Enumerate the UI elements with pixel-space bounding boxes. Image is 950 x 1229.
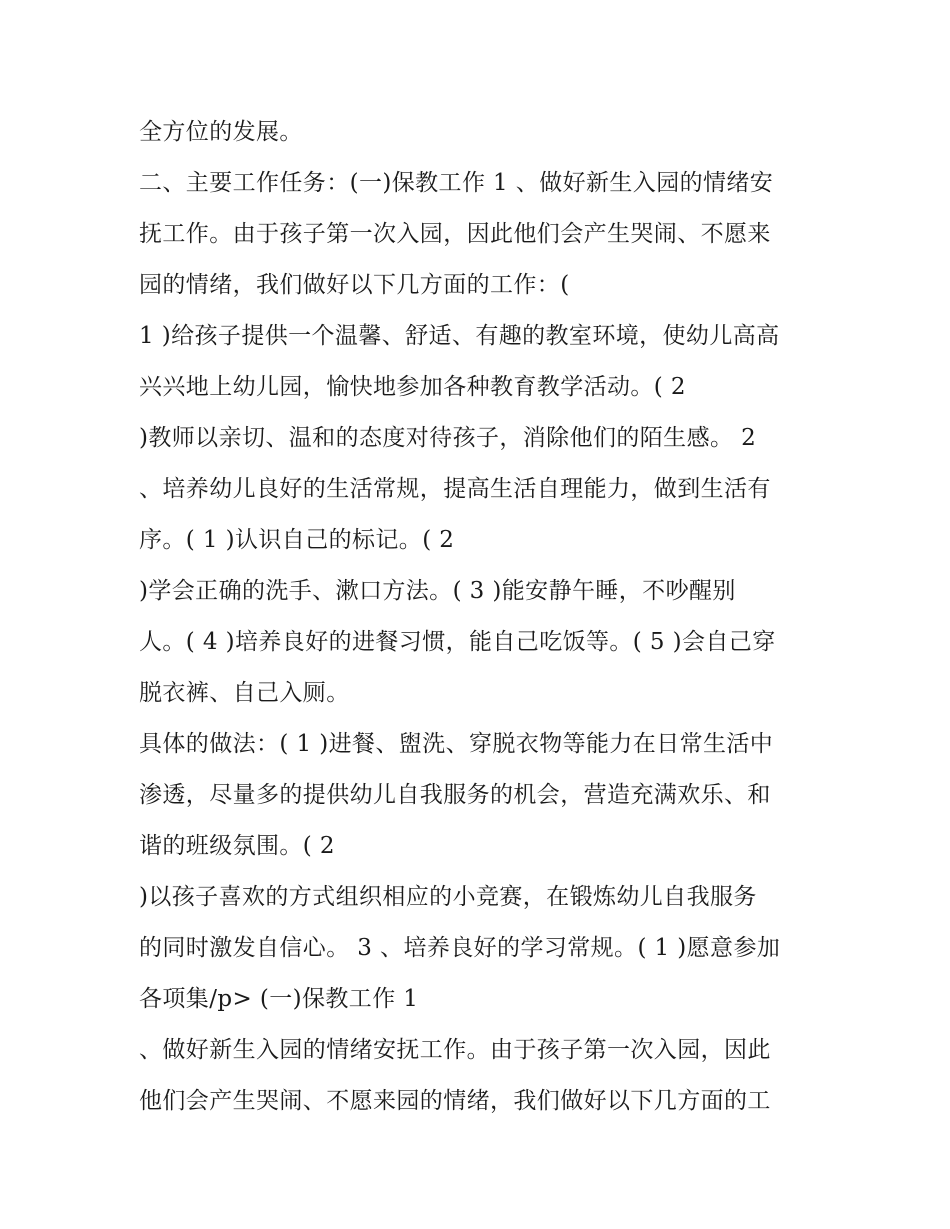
text-line: 的同时激发自信心。 3 、培养良好的学习常规。( 1 )愿意参加 (139, 935, 781, 961)
text-line: )教师以亲切、温和的态度对待孩子，消除他们的陌生感。 2 (139, 425, 757, 451)
text-line: 人。( 4 )培养良好的进餐习惯，能自己吃饭等。( 5 )会自己穿 (139, 629, 776, 655)
text-line: 他们会产生哭闹、不愿来园的情绪，我们做好以下几方面的工 (139, 1088, 771, 1114)
text-line: 、做好新生入园的情绪安抚工作。由于孩子第一次入园，因此 (139, 1037, 771, 1063)
text-line: 具体的做法：( 1 )进餐、盥洗、穿脱衣物等能力在日常生活中 (139, 731, 774, 757)
text-line: 渗透，尽量多的提供幼儿自我服务的机会，营造充满欢乐、和 (139, 782, 771, 808)
text-line: 园的情绪，我们做好以下几方面的工作：( (139, 272, 570, 298)
text-line: 序。( 1 )认识自己的标记。( 2 (139, 527, 455, 553)
text-line: )以孩子喜欢的方式组织相应的小竞赛，在锻炼幼儿自我服务 (139, 884, 757, 910)
text-line: 兴兴地上幼儿园，愉快地参加各种教育教学活动。( 2 (139, 374, 686, 400)
text-line: 各项集/p> (一)保教工作 1 (139, 986, 419, 1012)
text-line: 抚工作。由于孩子第一次入园，因此他们会产生哭闹、不愿来 (139, 221, 771, 247)
document-body (139, 107, 819, 1127)
text-line: 脱衣裤、自己入厕。 (139, 680, 350, 706)
text-line: 二、主要工作任务：(一)保教工作 1 、做好新生入园的情绪安 (139, 170, 774, 196)
text-line: 谐的班级氛围。( 2 (139, 833, 335, 859)
text-line: 全方位的发展。 (139, 119, 303, 145)
text-line: 、培养幼儿良好的生活常规，提高生活自理能力，做到生活有 (139, 476, 771, 502)
text-line: )学会正确的洗手、漱口方法。( 3 )能安静午睡，不吵醒别 (139, 578, 736, 604)
text-line: 1 )给孩子提供一个温馨、舒适、有趣的教室环境，使幼儿高高 (139, 323, 780, 349)
